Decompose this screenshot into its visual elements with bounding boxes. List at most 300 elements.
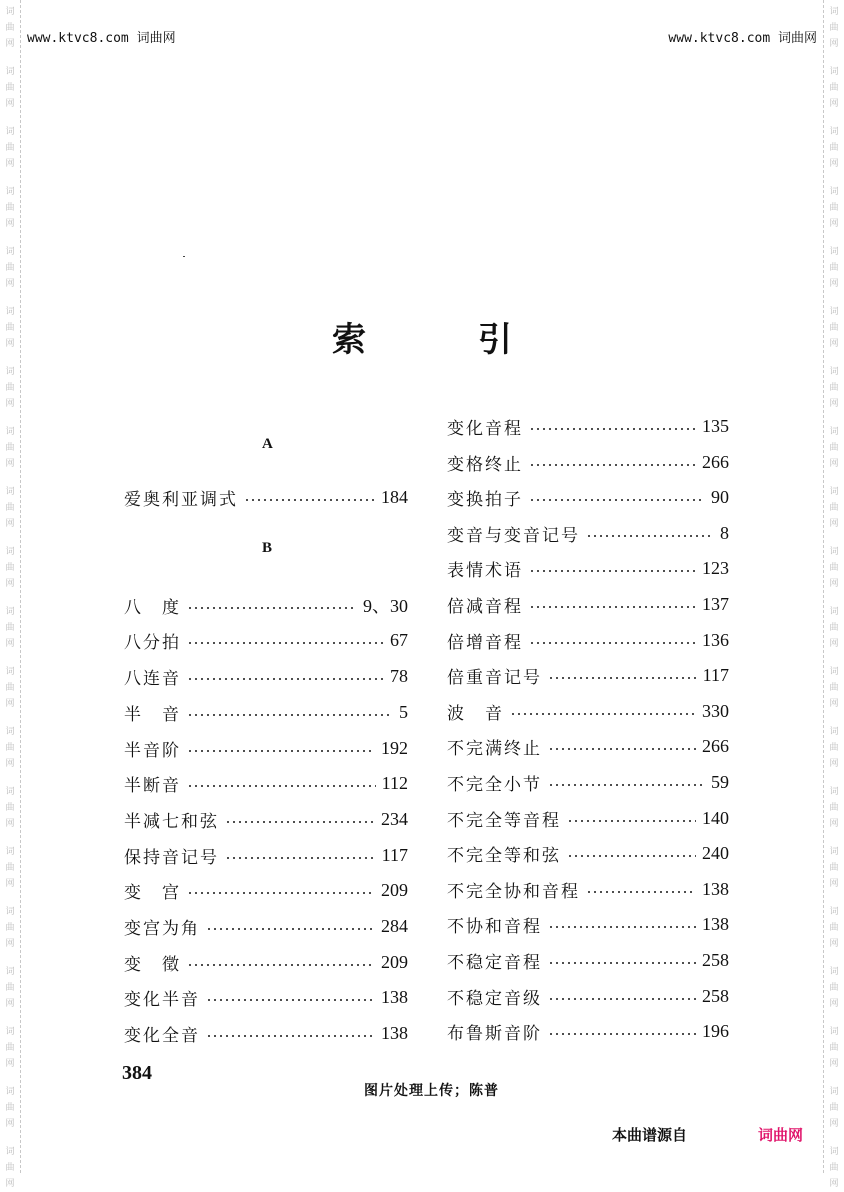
watermark-char: 网 — [829, 819, 839, 829]
watermark-char: 曲 — [829, 983, 839, 993]
watermark-mark — [826, 724, 842, 772]
watermark-mark — [2, 604, 18, 652]
watermark-mark — [826, 784, 842, 832]
watermark-char: 网 — [5, 579, 15, 589]
entry-term: 半减七和弦 — [124, 811, 219, 832]
entry-page: 138 — [702, 878, 729, 899]
watermark-char: 曲 — [5, 323, 15, 333]
watermark-char: 曲 — [5, 683, 15, 693]
watermark-mark — [2, 244, 18, 292]
watermark-char: 曲 — [5, 383, 15, 393]
entry-term: 八 度 — [124, 597, 181, 618]
watermark-mark — [2, 844, 18, 892]
watermark-char: 曲 — [829, 383, 839, 393]
watermark-char: 网 — [829, 339, 839, 349]
entry-page: 8 — [720, 522, 729, 543]
watermark-mark — [2, 724, 18, 772]
watermark-mark — [2, 1144, 18, 1192]
upload-credit: 图片处理上传；陈普 — [364, 1083, 499, 1099]
watermark-char: 曲 — [829, 1103, 839, 1113]
title-char-1: 索 — [332, 320, 478, 360]
entry-page: 140 — [702, 807, 729, 828]
dot-leader — [548, 784, 705, 786]
index-entry — [124, 807, 408, 831]
index-entry — [124, 664, 408, 688]
entry-page: 138 — [702, 913, 729, 934]
watermark-mark — [826, 964, 842, 1012]
watermark-char: 网 — [829, 99, 839, 109]
watermark-mark — [826, 424, 842, 472]
watermark-char: 网 — [829, 459, 839, 469]
dot-leader — [586, 535, 714, 537]
section-letter: A — [262, 436, 273, 452]
dot-leader — [548, 677, 697, 679]
scan-speck — [183, 256, 185, 257]
header-right-site[interactable]: www.ktvc8.com 词曲网 — [668, 31, 817, 46]
entry-page: 112 — [381, 772, 408, 793]
watermark-char: 曲 — [5, 923, 15, 933]
watermark-char: 词 — [5, 967, 15, 977]
watermark-char: 词 — [5, 487, 15, 497]
entry-term: 保持音记号 — [124, 847, 219, 868]
dot-leader — [187, 785, 376, 787]
entry-page: 196 — [702, 1020, 729, 1041]
watermark-char: 曲 — [5, 23, 15, 33]
watermark-char: 曲 — [5, 563, 15, 573]
index-entry — [124, 914, 408, 938]
watermark-char: 网 — [5, 39, 15, 49]
entry-page: 59 — [711, 771, 729, 792]
watermark-char: 词 — [5, 247, 15, 257]
dot-leader — [567, 855, 696, 857]
watermark-char: 曲 — [829, 803, 839, 813]
watermark-char: 词 — [5, 1147, 15, 1157]
entry-page: 258 — [702, 949, 729, 970]
entry-page: 136 — [702, 629, 729, 650]
entry-page: 135 — [702, 415, 729, 436]
watermark-mark — [2, 1084, 18, 1132]
entry-page: 138 — [381, 986, 408, 1007]
entry-term: 表情术语 — [447, 560, 523, 581]
watermark-char: 网 — [5, 459, 15, 469]
watermark-char: 网 — [5, 519, 15, 529]
entry-page: 284 — [381, 915, 408, 936]
page-number: 384 — [122, 1062, 152, 1084]
watermark-char: 词 — [829, 1087, 839, 1097]
title-char-2: 引 — [478, 320, 624, 360]
watermark-mark — [826, 4, 842, 52]
watermark-char: 网 — [5, 279, 15, 289]
entry-term: 变 宫 — [124, 882, 181, 903]
index-entry — [124, 736, 408, 760]
entry-term: 不稳定音级 — [447, 988, 542, 1009]
watermark-char: 词 — [829, 607, 839, 617]
entry-term: 半音阶 — [124, 740, 181, 761]
dot-leader — [529, 642, 696, 644]
watermark-char: 词 — [829, 367, 839, 377]
watermark-char: 网 — [829, 699, 839, 709]
watermark-char: 词 — [829, 187, 839, 197]
dot-leader — [187, 642, 384, 644]
index-entry — [447, 912, 729, 936]
entry-page: 266 — [702, 451, 729, 472]
watermark-char: 曲 — [829, 1043, 839, 1053]
index-entry — [124, 878, 408, 902]
watermark-char: 词 — [829, 787, 839, 797]
dot-leader — [567, 820, 696, 822]
index-entry — [447, 628, 729, 652]
entry-page: 184 — [381, 486, 408, 507]
watermark-char: 曲 — [5, 263, 15, 273]
watermark-char: 网 — [5, 759, 15, 769]
dot-leader — [529, 428, 696, 430]
dot-leader — [187, 714, 393, 716]
index-entry — [124, 985, 408, 1009]
entry-term: 倍重音记号 — [447, 667, 542, 688]
watermark-char: 曲 — [829, 23, 839, 33]
watermark-char: 曲 — [5, 83, 15, 93]
entry-page: 9、30 — [363, 596, 408, 616]
index-entry — [447, 1019, 729, 1043]
watermark-char: 词 — [5, 187, 15, 197]
watermark-mark — [826, 664, 842, 712]
watermark-char: 网 — [5, 1059, 15, 1069]
index-entry — [447, 734, 729, 758]
dot-leader — [187, 678, 384, 680]
watermark-char: 词 — [5, 907, 15, 917]
watermark-char: 曲 — [5, 743, 15, 753]
watermark-char: 曲 — [5, 503, 15, 513]
section-letter: B — [262, 540, 273, 556]
watermark-char: 词 — [829, 1027, 839, 1037]
watermark-mark — [2, 964, 18, 1012]
dot-leader — [529, 570, 696, 572]
watermark-char: 网 — [829, 1179, 839, 1189]
watermark-char: 词 — [5, 67, 15, 77]
watermark-char: 网 — [829, 1059, 839, 1069]
dot-leader — [225, 821, 375, 823]
entry-term: 不完全协和音程 — [447, 881, 580, 902]
entry-term: 不完全等音程 — [447, 810, 561, 831]
watermark-char: 曲 — [829, 563, 839, 573]
watermark-char: 词 — [5, 667, 15, 677]
watermark-char: 网 — [829, 579, 839, 589]
index-entry — [124, 771, 408, 795]
watermark-char: 词 — [829, 127, 839, 137]
watermark-char: 网 — [5, 1179, 15, 1189]
watermark-char: 词 — [829, 487, 839, 497]
entry-page: 258 — [702, 985, 729, 1006]
watermark-char: 词 — [829, 907, 839, 917]
index-entry — [447, 663, 729, 687]
index-entry — [447, 948, 729, 972]
watermark-mark — [826, 1084, 842, 1132]
index-entry — [447, 592, 729, 616]
watermark-char: 曲 — [829, 323, 839, 333]
watermark-char: 网 — [5, 699, 15, 709]
index-entry — [124, 628, 408, 652]
watermark-mark — [826, 124, 842, 172]
watermark-char: 网 — [829, 1119, 839, 1129]
watermark-char: 词 — [5, 847, 15, 857]
watermark-char: 词 — [5, 727, 15, 737]
watermark-char: 曲 — [829, 683, 839, 693]
watermark-mark — [2, 4, 18, 52]
watermark-char: 网 — [5, 339, 15, 349]
watermark-char: 词 — [829, 967, 839, 977]
entry-page: 209 — [381, 951, 408, 972]
watermark-char: 网 — [829, 39, 839, 49]
watermark-char: 词 — [5, 547, 15, 557]
watermark-char: 网 — [5, 819, 15, 829]
watermark-char: 网 — [5, 159, 15, 169]
watermark-char: 网 — [829, 879, 839, 889]
entry-term: 布鲁斯音阶 — [447, 1023, 542, 1044]
watermark-char: 曲 — [829, 1163, 839, 1173]
watermark-mark — [2, 664, 18, 712]
watermark-char: 词 — [5, 307, 15, 317]
watermark-char: 网 — [829, 939, 839, 949]
watermark-char: 曲 — [5, 863, 15, 873]
entry-page: 138 — [381, 1022, 408, 1043]
dot-leader — [548, 1033, 696, 1035]
watermark-char: 网 — [829, 639, 839, 649]
entry-term: 不协和音程 — [447, 916, 542, 937]
entry-page: 137 — [702, 593, 729, 614]
entry-page: 209 — [381, 879, 408, 900]
dot-leader — [529, 464, 696, 466]
watermark-mark — [826, 64, 842, 112]
watermark-char: 曲 — [5, 803, 15, 813]
watermark-mark — [2, 364, 18, 412]
watermark-char: 网 — [5, 939, 15, 949]
entry-term: 变化音程 — [447, 418, 523, 439]
watermark-mark — [2, 184, 18, 232]
entry-term: 变 徵 — [124, 954, 181, 975]
watermark-char: 曲 — [5, 983, 15, 993]
watermark-char: 网 — [5, 879, 15, 889]
watermark-char: 网 — [829, 759, 839, 769]
watermark-char: 曲 — [5, 143, 15, 153]
index-entry — [447, 984, 729, 1008]
watermark-char: 曲 — [5, 443, 15, 453]
watermark-mark — [826, 184, 842, 232]
dot-leader — [206, 999, 375, 1001]
entry-term: 变音与变音记号 — [447, 525, 580, 546]
watermark-char: 词 — [5, 7, 15, 17]
watermark-char: 网 — [829, 159, 839, 169]
watermark-char: 词 — [5, 367, 15, 377]
watermark-mark — [826, 1144, 842, 1192]
watermark-mark — [2, 904, 18, 952]
watermark-mark — [826, 844, 842, 892]
index-entry — [447, 414, 729, 438]
entry-page: 90 — [711, 486, 729, 507]
watermark-mark — [2, 64, 18, 112]
watermark-char: 网 — [829, 399, 839, 409]
watermark-char: 曲 — [5, 203, 15, 213]
watermark-char: 词 — [829, 547, 839, 557]
dot-leader — [510, 713, 696, 715]
watermark-char: 词 — [5, 607, 15, 617]
dot-leader — [187, 750, 375, 752]
index-entry — [124, 700, 408, 724]
entry-term: 变宫为角 — [124, 918, 200, 939]
source-label: 本曲谱源自 — [612, 1126, 688, 1144]
watermark-mark — [2, 1024, 18, 1072]
index-entry — [124, 593, 408, 617]
dot-leader — [244, 499, 375, 501]
watermark-char: 词 — [5, 787, 15, 797]
watermark-char: 曲 — [829, 143, 839, 153]
watermark-char: 曲 — [829, 923, 839, 933]
index-entry — [447, 556, 729, 580]
brand-logo-text[interactable]: 词曲网 — [758, 1126, 804, 1144]
dot-leader — [548, 748, 696, 750]
watermark-char: 词 — [5, 127, 15, 137]
dot-leader — [225, 857, 376, 859]
entry-term: 半 音 — [124, 704, 181, 725]
dot-leader — [548, 962, 696, 964]
entry-page: 192 — [381, 737, 408, 758]
watermark-char: 网 — [5, 1119, 15, 1129]
entry-term: 不完满终止 — [447, 738, 542, 759]
watermark-mark — [826, 364, 842, 412]
watermark-char: 词 — [829, 7, 839, 17]
dot-leader — [529, 499, 705, 501]
watermark-char: 曲 — [5, 1163, 15, 1173]
watermark-mark — [2, 124, 18, 172]
index-entry — [124, 843, 408, 867]
watermark-char: 曲 — [5, 1103, 15, 1113]
dot-leader — [529, 606, 696, 608]
watermark-char: 词 — [829, 427, 839, 437]
index-entry — [447, 699, 729, 723]
index-entry — [447, 521, 729, 545]
watermark-mark — [826, 244, 842, 292]
entry-page: 78 — [390, 665, 408, 686]
watermark-char: 网 — [5, 99, 15, 109]
watermark-mark — [826, 484, 842, 532]
right-watermark-strip — [823, 0, 844, 1189]
index-entry — [447, 450, 729, 474]
watermark-char: 曲 — [829, 263, 839, 273]
watermark-mark — [2, 544, 18, 592]
dot-leader — [187, 892, 375, 894]
watermark-char: 词 — [829, 1147, 839, 1157]
entry-term: 不完全小节 — [447, 774, 542, 795]
entry-page: 123 — [702, 557, 729, 578]
watermark-mark — [826, 544, 842, 592]
watermark-char: 词 — [829, 667, 839, 677]
dot-leader — [206, 928, 375, 930]
index-entry — [124, 1021, 408, 1045]
index-entry — [447, 770, 729, 794]
entry-term: 不完全等和弦 — [447, 845, 561, 866]
watermark-char: 词 — [5, 427, 15, 437]
watermark-mark — [2, 424, 18, 472]
entry-page: 240 — [702, 842, 729, 863]
watermark-char: 词 — [829, 727, 839, 737]
watermark-char: 曲 — [829, 623, 839, 633]
entry-page: 117 — [702, 664, 729, 685]
left-watermark-strip — [0, 0, 21, 1189]
watermark-char: 词 — [829, 247, 839, 257]
entry-term: 倍增音程 — [447, 632, 523, 653]
dot-leader — [187, 607, 357, 609]
header-left-site[interactable]: www.ktvc8.com 词曲网 — [27, 31, 176, 46]
index-entry — [447, 806, 729, 830]
watermark-char: 网 — [5, 399, 15, 409]
watermark-char: 曲 — [829, 443, 839, 453]
watermark-char: 词 — [829, 307, 839, 317]
watermark-char: 网 — [5, 219, 15, 229]
index-entry — [447, 877, 729, 901]
entry-term: 变格终止 — [447, 454, 523, 475]
watermark-char: 曲 — [5, 1043, 15, 1053]
entry-page: 234 — [381, 808, 408, 829]
entry-term: 半断音 — [124, 775, 181, 796]
entry-term: 变化半音 — [124, 989, 200, 1010]
watermark-mark — [826, 604, 842, 652]
watermark-char: 曲 — [829, 743, 839, 753]
entry-term: 八连音 — [124, 668, 181, 689]
watermark-char: 词 — [829, 67, 839, 77]
watermark-char: 网 — [5, 999, 15, 1009]
watermark-char: 曲 — [829, 203, 839, 213]
watermark-char: 网 — [829, 219, 839, 229]
watermark-mark — [2, 484, 18, 532]
entry-term: 八分拍 — [124, 632, 181, 653]
index-entry — [447, 841, 729, 865]
watermark-char: 网 — [829, 279, 839, 289]
watermark-mark — [826, 1024, 842, 1072]
page-title — [0, 312, 844, 361]
watermark-char: 曲 — [5, 623, 15, 633]
dot-leader — [206, 1035, 375, 1037]
watermark-char: 词 — [5, 1087, 15, 1097]
entry-page: 117 — [381, 844, 408, 865]
dot-leader — [548, 926, 696, 928]
watermark-char: 曲 — [829, 503, 839, 513]
watermark-mark — [826, 904, 842, 952]
watermark-char: 网 — [829, 999, 839, 1009]
dot-leader — [548, 998, 696, 1000]
entry-term: 爱奥利亚调式 — [124, 489, 238, 510]
watermark-char: 词 — [5, 1027, 15, 1037]
entry-term: 倍减音程 — [447, 596, 523, 617]
entry-page: 330 — [702, 700, 729, 721]
watermark-char: 曲 — [829, 863, 839, 873]
watermark-char: 曲 — [829, 83, 839, 93]
entry-term: 变换拍子 — [447, 489, 523, 510]
watermark-char: 词 — [829, 847, 839, 857]
entry-page: 67 — [390, 629, 408, 650]
entry-term: 不稳定音程 — [447, 952, 542, 973]
index-entry — [447, 485, 729, 509]
entry-page: 5 — [399, 701, 408, 722]
watermark-char: 网 — [5, 639, 15, 649]
entry-term: 波 音 — [447, 703, 504, 724]
index-entry — [124, 485, 408, 509]
watermark-char: 网 — [829, 519, 839, 529]
entry-page: 266 — [702, 735, 729, 756]
watermark-mark — [2, 784, 18, 832]
dot-leader — [586, 891, 696, 893]
entry-term: 变化全音 — [124, 1025, 200, 1046]
index-entry — [124, 950, 408, 974]
dot-leader — [187, 964, 375, 966]
